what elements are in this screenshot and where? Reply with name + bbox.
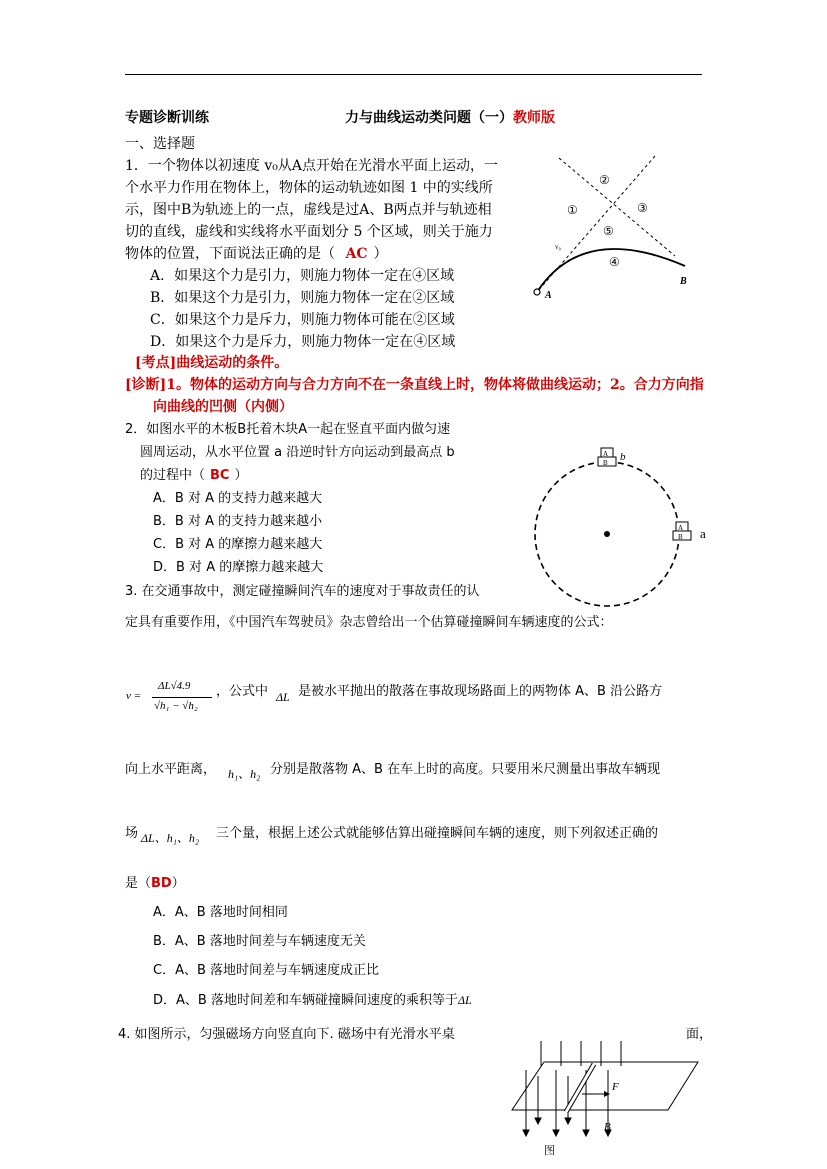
fraction-bar xyxy=(152,697,212,698)
edition-label: 教师版 xyxy=(513,110,555,126)
point-b-label: b xyxy=(620,451,626,463)
q3-option-d-text: D．A、B 落地时间差和车辆碰撞瞬间速度的乘积等于 xyxy=(153,993,458,1008)
q3-line-6 xyxy=(125,874,185,894)
q1-line-3: 示，图中B为轨迹上的一点，虚线是过A、B两点并与轨迹相 xyxy=(125,202,492,218)
point-a-label: A xyxy=(545,290,552,301)
q1-line-5 xyxy=(125,244,387,264)
q2-option-b: B．B 对 A 的支持力越来越小 xyxy=(153,514,323,529)
q3-h1-h2: h₁、h₂ xyxy=(228,767,261,781)
board-b-top-label: B xyxy=(603,459,608,467)
q1-figure xyxy=(525,152,705,300)
region-2-label: ② xyxy=(599,173,610,187)
q2-option-d: D．B 对 A 的摩擦力越来越大 xyxy=(153,560,324,575)
conducting-rod-inner xyxy=(566,1064,594,1112)
q2-option-c: C．B 对 A 的摩擦力越来越大 xyxy=(153,537,323,552)
block-a-side-label: A xyxy=(678,524,684,532)
q2-figure xyxy=(535,440,715,610)
region-5-label: ⑤ xyxy=(603,224,614,238)
q2-option-a: A．B 对 A 的支持力越来越大 xyxy=(153,491,323,506)
q3-line-1: 3. 在交通事故中，测定碰撞瞬间汽车的速度对于事故责任的认 xyxy=(125,584,480,599)
formula-numerator: ΔL√4.9 xyxy=(158,680,191,692)
section-heading: 一、选择题 xyxy=(125,136,195,152)
q3-line-2: 定具有重要作用，《中国汽车驾驶员》杂志曾给出一个估算碰撞瞬间车辆速度的公式： xyxy=(125,615,613,630)
point-b-label: B xyxy=(680,276,687,287)
q3-delta-l: ΔL xyxy=(276,690,290,704)
point-a-marker xyxy=(534,289,540,295)
q2-line-1: 2．如图水平的木板B托着木块A一起在竖直平面内做匀速 xyxy=(125,422,451,437)
q4-figure xyxy=(508,1036,708,1166)
formula-lhs: v = xyxy=(126,690,142,702)
q3-symbols: ΔL、h₁、h₂ xyxy=(141,831,200,845)
header-rule xyxy=(125,74,702,75)
block-a-top-label: A xyxy=(603,450,609,458)
q1-line-1: 1．一个物体以初速度 v₀从A点开始在光滑水平面上运动，一 xyxy=(125,158,498,174)
q1-option-d: D．如果这个力是斥力，则施力物体一定在④区域 xyxy=(150,334,456,350)
q3-line-6b: ） xyxy=(171,876,185,891)
point-a-label: a xyxy=(700,526,706,541)
q4-line-1-end: 面， xyxy=(686,1027,713,1042)
q4-line-1: 4. 如图所示，匀强磁场方向竖直向下. 磁场中有光滑水平桌 xyxy=(118,1027,455,1042)
q3-option-d xyxy=(153,990,472,1011)
q1-close: ） xyxy=(373,246,388,262)
q2-stem-end: 的过程中（ xyxy=(140,468,206,483)
q3-line-4b: 分别是散落物 A、B 在车上时的高度。只要用米尺测量出事故车辆现 xyxy=(270,762,661,777)
q1-zhenduan-1: [诊断]1。物体的运动方向与合力方向不在一条直线上时，物体将做曲线运动；2。合力方向指 xyxy=(125,377,704,393)
q2-line-2: 圆周运动，从水平位置 a 沿逆时针方向运动到最高点 b xyxy=(140,445,455,460)
region-1-label: ① xyxy=(567,203,578,217)
q2-line-3 xyxy=(140,466,247,486)
q3-line-5a: 场 xyxy=(125,826,139,841)
q1-option-c: C．如果这个力是斥力，则施力物体可能在②区域 xyxy=(150,312,455,328)
q1-line-4: 切的直线，虚线和实线将水平面划分 5 个区域，则关于施力 xyxy=(125,224,493,240)
q3-line-5b: 三个量，根据上述公式就能够估算出碰撞瞬间车辆的速度，则下列叙述正确的 xyxy=(216,826,659,841)
page-title xyxy=(345,108,555,128)
q1-stem-end: 物体的位置，下面说法正确的是（ xyxy=(125,246,335,262)
q2-close: ） xyxy=(234,468,248,483)
q1-option-b: B．如果这个力是引力，则施力物体一定在②区域 xyxy=(150,290,455,306)
header-left: 专题诊断训练 xyxy=(125,110,209,126)
q2-answer: BC xyxy=(210,468,230,483)
field-label: B xyxy=(604,1121,611,1133)
force-arrowhead xyxy=(604,1091,610,1097)
q1-line-2: 个水平力作用在物体上，物体的运动轨迹如图 1 中的实线所 xyxy=(125,180,493,196)
force-label: F xyxy=(612,1081,619,1093)
q3-option-d-symbol: ΔL xyxy=(457,993,472,1007)
q3-line-3b: 是被水平抛出的散落在事故现场路面上的两物体 A、B 沿公路方 xyxy=(298,684,663,699)
q1-kaodian: [考点]曲线运动的条件。 xyxy=(135,355,289,371)
title-text: 力与曲线运动类问题（一） xyxy=(345,110,513,126)
figure-caption: 图 xyxy=(544,1145,555,1157)
q3-line-3a: ，公式中 xyxy=(216,684,269,699)
region-4-label: ④ xyxy=(609,255,620,269)
q3-option-c: C．A、B 落地时间差与车辆速度成正比 xyxy=(153,963,380,978)
v0-label: v₀ xyxy=(555,243,561,251)
q3-option-a: A．A、B 落地时间相同 xyxy=(153,905,288,920)
region-3-label: ③ xyxy=(637,201,648,215)
q3-line-4a: 向上水平距离， xyxy=(125,762,217,777)
q1-answer: AC xyxy=(345,246,368,262)
circle-center xyxy=(604,531,610,537)
formula-denominator: √h₁ − √h₂ xyxy=(154,700,198,712)
q1-zhenduan-2: 向曲线的凹侧（内侧） xyxy=(153,399,293,415)
q3-option-b: B．A、B 落地时间差与车辆速度无关 xyxy=(153,934,366,949)
board-b-side-label: B xyxy=(678,533,683,541)
q1-option-a: A．如果这个力是引力，则施力物体一定在④区域 xyxy=(150,268,455,284)
table-surface xyxy=(512,1062,698,1110)
q3-answer: BD xyxy=(151,876,172,891)
q3-line-6a: 是（ xyxy=(125,876,152,891)
